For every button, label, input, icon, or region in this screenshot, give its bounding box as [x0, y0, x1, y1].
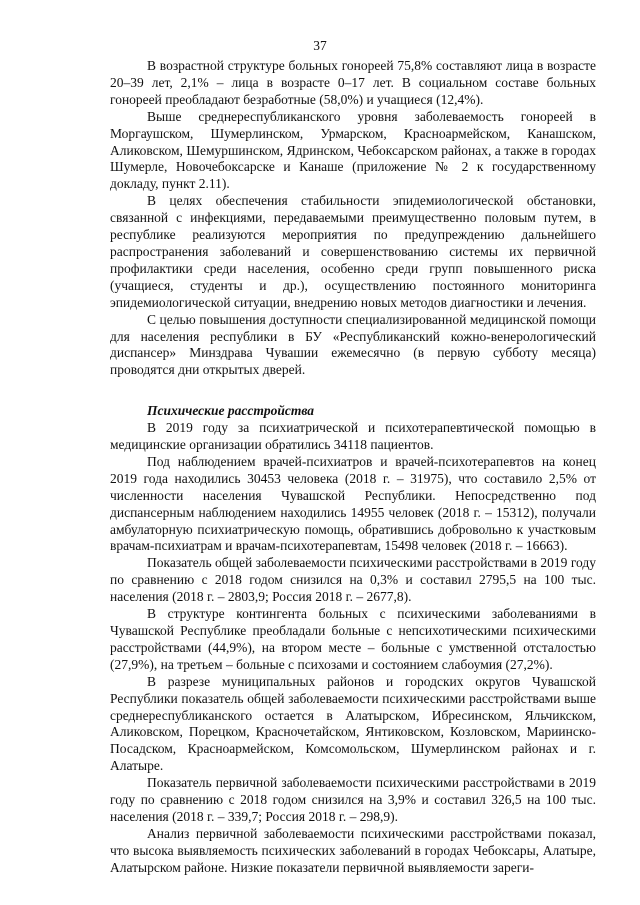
paragraph-patients-total: В 2019 году за психиатрической и психотерапевтической помощью в медицинские организации обратились 34118 пациентов. [110, 420, 596, 453]
section-heading-mental-disorders: Психические расстройства [147, 403, 315, 419]
page-content [110, 58, 596, 877]
paragraph-epidemiological-measures: В целях обеспечения стабильности эпидемиологической обстановки, связанной с инфекциями, передаваемыми преимущественно половым путем, в республике реализуются мероприятия по предупреждению дальнейшего распространения заболеваний и совершенствованию системы их первичной профилактики среди населения, особенно среди групп повышенного риска (учащиеся, студенты и др.), осуществлению постоянного мониторинга эпидемиологической ситуации, внедрению новых методов диагностики и лечения. [110, 193, 596, 310]
paragraph-general-morbidity: Показатель общей заболеваемости психическими расстройствами в 2019 году по сравнению с 2018 годом снизился на 0,3% и составил 2795,5 на 100 тыс. населения (2018 г. – 2803,9; Россия 2018 г. – 2677,8). [110, 555, 596, 605]
page-number: 37 [313, 38, 327, 53]
paragraph-gonorrhea-age-structure: В возрастной структуре больных гонореей 75,8% составляют лица в возрасте 20–39 лет, 2,1% – лица в возрасте 0–17 лет. В социальном составе больных гонореей преобладают безработные (58,0%) и учащиеся (12,4%). [110, 58, 596, 107]
paragraph-detection-analysis: Анализ первичной заболеваемости психическими расстройствами показал, что высока выявляемость психических заболеваний в городах Чебоксары, Алатыре, Алатырском районе. Низкие показатели первичной выявляемости зареги- [110, 825, 596, 875]
paragraph-municipal-breakdown: В разрезе муниципальных районов и городских округов Чувашской Республики показатель общей заболеваемости психическими расстройствами выше среднереспубликанского остается в Алатырском, Ибресинском, Яльчикском, Аликовском, Порецком, Красночетайском, Янтиковском, Козловском, Мариинско-Посадском, Красноармейском, Комсомольском, Шумерлинском районах и г. Алатыре. [110, 673, 596, 774]
paragraph-observation-counts: Под наблюдением врачей-психиатров и врачей-психотерапевтов на конец 2019 года находились 30453 человека (2018 г. – 31975), что составило 2,5% от численности населения Чувашской Республики. Непосредственно под диспансерным наблюдением находились 14955 человек (2018 г. – 15312), получали амбулаторную психиатрическую помощь, обратившись добровольно к участковым врачам-психиатрам и врачам-психотерапевтам, 15498 человек (2018 г. – 16663). [110, 453, 596, 554]
paragraph-open-door-days: С целью повышения доступности специализированной медицинской помощи для населения республики в БУ «Республиканский кожно-венерологический диспансер» Минздрава Чувашии ежемесячно (в первую субботу месяца) проводятся дни открытых дверей. [110, 311, 596, 378]
paragraph-contingent-structure: В структуре контингента больных с психическими заболеваниями в Чувашской Республике преобладали больные с непсихотическими психическими расстройствами (44,9%), на втором месте – больные с умственной отсталостью (27,9%), на третьем – больные с психозами и состоянием слабоумия (27,2%). [110, 606, 596, 672]
paragraph-gonorrhea-districts: Выше среднереспубликанского уровня заболеваемость гонореей в Моргаушском, Шумерлинском, Урмарском, Красноармейском, Канашском, Аликовском, Шемуршинском, Ядринском, Чебоксарском районах, а также в городах Шумерле, Новочебоксарске и Канаше (приложение № 2 к государственному докладу, пункт 2.11). [110, 108, 596, 192]
paragraph-primary-morbidity: Показатель первичной заболеваемости психическими расстройствами в 2019 году по сравнению с 2018 годом снизился на 3,9% и составил 326,5 на 100 тыс. населения (2018 г. – 339,7; Россия 2018 г. – 298,9). [110, 775, 596, 824]
